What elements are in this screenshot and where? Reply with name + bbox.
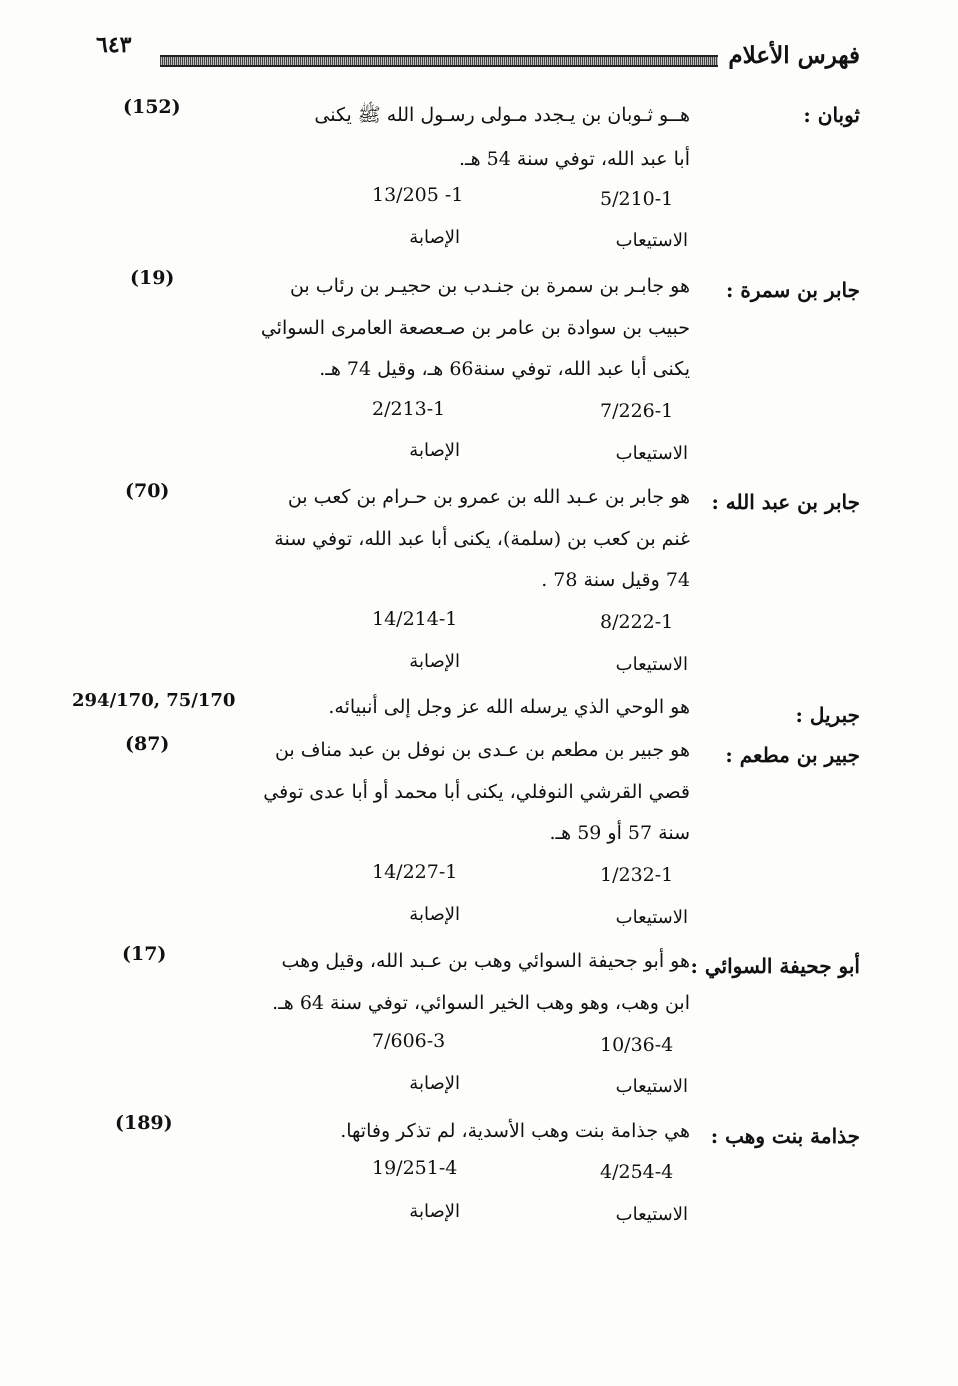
entry-text-line: سنة 57 أو 59 هـ. <box>549 822 690 844</box>
entry-ref: 294/170, 75/170 <box>72 690 236 711</box>
isaba-ref: 14/214-1 <box>372 608 458 630</box>
isaba-label: الإصابة <box>409 440 460 461</box>
entry-text-line: هــو ثـوبان بن يـجدد مـولى رسـول الله ﷺ يكنى <box>314 104 690 126</box>
entry-name: جابر بن عبد الله : <box>711 490 860 514</box>
isaba-label: الإصابة <box>409 1201 460 1222</box>
entry-ref: (19) <box>130 267 175 289</box>
entry-text-line: غنم بن كعب بن (سلمة)، يكنى أبا عبد الله، توفي سنة <box>274 528 690 550</box>
entry-text-line: هو جابـر بن سمرة بن جنـدب بن حجيـر بن رئاب بن <box>289 275 690 297</box>
isaba-ref: 19/251-4 <box>372 1157 458 1179</box>
isaba-label: الإصابة <box>409 904 460 925</box>
entry-name: جبير بن مطعم : <box>725 743 860 767</box>
istiab-label: الاستيعاب <box>615 230 688 251</box>
isaba-ref: 13/205 -1 <box>372 184 464 206</box>
page-number: ٦٤٣ <box>96 32 132 58</box>
entry-text-line: هو جابر بن عـبد الله بن عمرو بن حـرام بن كعب بن <box>287 486 690 508</box>
isaba-ref: 2/213-1 <box>372 398 446 420</box>
entry-text-line: قصي القرشي النوفلي، يكنى أبا محمد أو أبا عدى توفي <box>263 781 690 803</box>
entry-ref: (87) <box>125 733 170 755</box>
isaba-ref: 14/227-1 <box>372 861 458 883</box>
isaba-label: الإصابة <box>409 651 460 672</box>
entry-text-line: ابن وهب، وهو وهب الخير السوائي، توفي سنة 64 هـ. <box>272 992 690 1014</box>
istiab-ref: 5/210-1 <box>600 188 674 210</box>
header-rule <box>160 55 718 67</box>
istiab-label: الاستيعاب <box>615 443 688 464</box>
entry-name: جابر بن سمرة : <box>726 278 860 302</box>
istiab-ref: 4/254-4 <box>600 1161 674 1183</box>
entry-ref: (17) <box>122 943 167 965</box>
entry-text-line: هو جبير بن مطعم بن عـدى بن نوفل بن عبد مناف بن <box>274 739 690 761</box>
entry-text-line: هي جذامة بنت وهب الأسدية، لم تذكر وفاتها. <box>340 1120 690 1142</box>
istiab-ref: 8/222-1 <box>600 611 674 633</box>
isaba-label: الإصابة <box>409 1073 460 1094</box>
istiab-label: الاستيعاب <box>615 654 688 675</box>
istiab-ref: 10/36-4 <box>600 1034 674 1056</box>
entry-ref: (189) <box>115 1112 173 1134</box>
entry-text-line: 74 وقيل سنة 78 . <box>541 569 690 591</box>
isaba-ref: 7/606-3 <box>372 1030 446 1052</box>
isaba-label: الإصابة <box>409 227 460 248</box>
istiab-label: الاستيعاب <box>615 1076 688 1097</box>
entry-text-line: أبا عبد الله، توفي سنة 54 هـ. <box>459 148 690 170</box>
entry-ref: (152) <box>123 96 181 118</box>
entry-ref: (70) <box>125 480 170 502</box>
entry-text-line: حبيب بن سوادة بن عامر بن صـعصعة العامرى السوائي <box>260 317 690 339</box>
entry-text-line: يكنى أبا عبد الله، توفي سنة66 هـ، وقيل 74 هـ. <box>319 358 690 380</box>
entry-name: ثوبان : <box>803 103 860 127</box>
entry-text-line: هو أبو جحيفة السوائي وهب بن عـبد الله، وقيل وهب <box>281 950 690 972</box>
entry-name: أبو جحيفة السوائي : <box>690 954 860 978</box>
entry-name: جبريل : <box>795 703 860 727</box>
running-title: فهرس الأعلام <box>728 42 860 69</box>
istiab-label: الاستيعاب <box>615 907 688 928</box>
istiab-ref: 7/226-1 <box>600 400 674 422</box>
istiab-label: الاستيعاب <box>615 1204 688 1225</box>
entry-name: جذامة بنت وهب : <box>710 1124 860 1148</box>
entry-text-line: هو الوحي الذي يرسله الله عز وجل إلى أنبيائه. <box>328 696 690 718</box>
istiab-ref: 1/232-1 <box>600 864 674 886</box>
